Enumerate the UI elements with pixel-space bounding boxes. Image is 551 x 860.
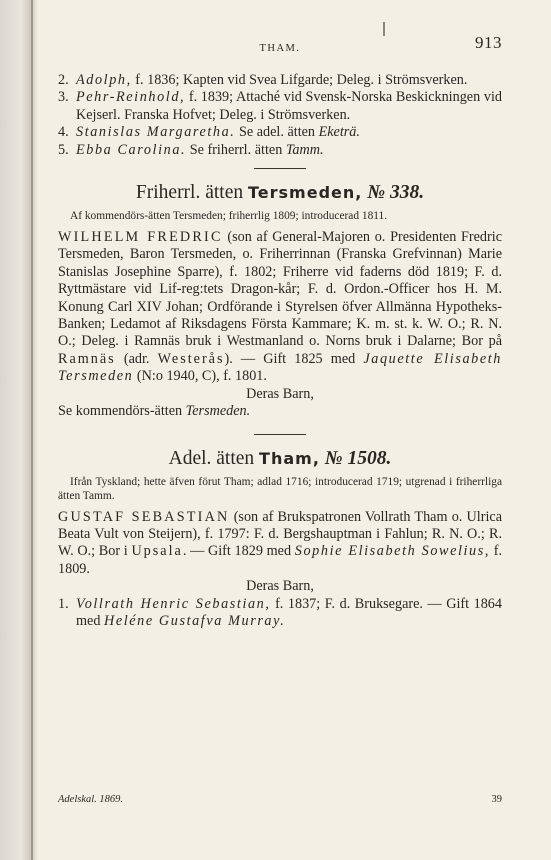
page-number: 913	[475, 33, 502, 52]
heading-number: № 1508.	[324, 447, 392, 469]
entry-reference: Eketrä.	[318, 124, 360, 141]
bio-text: . — Gift 1829 med	[182, 543, 295, 560]
entry-text: f. 1839; Attaché vid Svensk-Norska Beskickningen vid Kejserl. Franska Hofvet; Deleg. i Strömsverken.	[76, 89, 502, 123]
entry-3	[58, 89, 502, 124]
entry-reference: Tamm.	[285, 141, 324, 158]
spine-edge-line	[31, 0, 33, 860]
spouse-name: Sophie Elisabeth Sowelius,	[294, 543, 491, 560]
entry-name: Pehr-Reinhold,	[76, 89, 186, 106]
child-entry-1	[58, 596, 502, 631]
place-name: Upsala	[131, 543, 183, 560]
bio-text: (son af General-Majoren o. Presidenten Fredric Tersmeden, Baron Tersmeden, o. Friherrinnan (Franska Grefvinnan) Marie Stanislas Josephine Sparre), f. 1802; Friherre vid faderns död 1819; F. d. Ryttmästare vid Lif-reg:tets Dragon-kår; F. d. Ordon.-Officer hos H. M. Konung Carl XIV Johan; Ordförande i Styrelsen öfver Allmänna Hypotheks-Banken; Ledamot af Riksdagens Första Kammare; K. m. st. k. W. O.; R. N. O.; Deleg. i Ramnäs bruk i Westmanland o. Norns bruk i Dalarne; Bor på	[58, 229, 502, 350]
child-name: Vollrath Henric Sebastian,	[76, 595, 271, 612]
heading-number: № 338.	[367, 182, 425, 204]
entry-name: Stanislas Margaretha.	[76, 124, 236, 141]
see-reference	[58, 403, 502, 420]
child-text: f. 1837; F. d. Bruksegare. — Gift 1864 med	[76, 595, 502, 629]
section-heading-tersmeden	[58, 181, 502, 205]
entry-name: Ebba Carolina.	[76, 141, 187, 158]
child-spouse: Heléne Gustafva Murray.	[103, 612, 286, 629]
running-header	[58, 28, 502, 54]
entry-number: 5.	[58, 141, 69, 158]
signature-mark: Adelskal. 1869.	[58, 794, 124, 805]
heading-prefix: Adel. ätten	[168, 447, 255, 469]
spouse-name: Jaquette Elisabeth Tersmeden	[58, 350, 502, 385]
entry-number: 4.	[58, 124, 69, 141]
entry-text: Se friherrl. ätten	[186, 141, 286, 158]
children-label: Deras Barn,	[246, 578, 314, 595]
bio-text: ). — Gift 1825 med	[224, 350, 364, 367]
bio-text: (adr.	[115, 350, 158, 367]
person-name: WILHELM FREDRIC	[58, 229, 223, 246]
biography-wilhelm-fredric	[58, 229, 502, 386]
continued-entries	[58, 72, 502, 159]
section-divider	[254, 434, 306, 435]
entry-4	[58, 124, 502, 141]
folio-number: 39	[491, 794, 502, 805]
heading-prefix: Friherrl. ätten	[135, 182, 244, 204]
children-label: Deras Barn,	[246, 385, 314, 402]
family-note: Ifrån Tyskland; hette äfven förut Tham; adlad 1716; introducerad 1719; utgrenad i friherrliga ätten Tamm.	[58, 475, 502, 502]
person-name: GUSTAF SEBASTIAN	[58, 508, 230, 525]
heading-family: Tham,	[259, 448, 320, 468]
bio-text: (N:o 1940, C), f. 1801.	[133, 368, 267, 385]
biography-gustaf-sebastian	[58, 509, 502, 579]
place-name: Ramnäs	[58, 350, 116, 367]
see-reference-name: Tersmeden.	[185, 403, 251, 420]
book-page	[58, 28, 502, 805]
entry-2	[58, 72, 502, 89]
section-divider	[254, 168, 306, 169]
entry-text: Se adel. ätten	[235, 124, 319, 141]
running-title: THAM.	[259, 43, 301, 54]
entry-text: f. 1836; Kapten vid Svea Lifgarde; Deleg. i Strömsverken.	[131, 72, 468, 88]
heading-family: Tersmeden,	[248, 183, 363, 203]
family-note: Af kommendörs-ätten Tersmeden; friherrlig 1809; introducerad 1811.	[70, 210, 388, 223]
section-heading-tham	[58, 447, 502, 471]
entry-number: 2.	[58, 72, 69, 88]
see-text: Se kommendörs-ätten	[58, 403, 186, 420]
bio-text: f. 1809.	[58, 543, 502, 577]
entry-5	[58, 142, 502, 159]
bio-text: (son af Brukspatronen Vollrath Tham o. Ulrica Beata Vult von Steijern), f. 1797: F. d. Bergshauptman i Fahlun; R. N. O.; R. W. O.; Bor i	[58, 508, 502, 560]
entry-number: 3.	[58, 89, 69, 106]
page-footer	[58, 791, 502, 808]
child-number: 1.	[58, 595, 69, 612]
place-name: Westerås	[157, 350, 225, 367]
entry-name: Adolph,	[76, 72, 132, 88]
